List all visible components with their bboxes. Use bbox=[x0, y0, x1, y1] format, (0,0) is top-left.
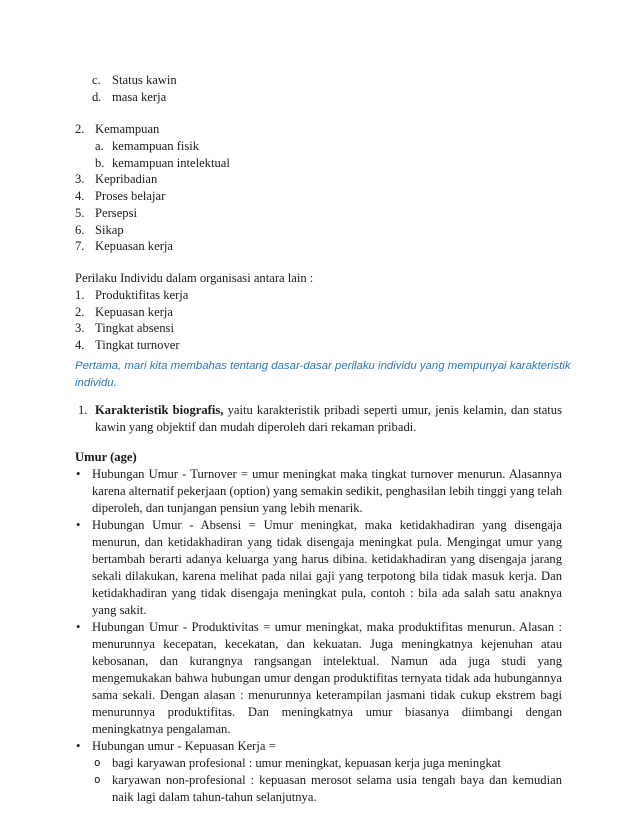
paragraph-line: yang sakit. bbox=[92, 603, 147, 617]
paragraph-line: bertambah berarti adanya keluarga yang harus dibina. ketidakhadiran yang disengaja jarang bbox=[92, 552, 562, 566]
bullet-icon: • bbox=[76, 518, 81, 532]
section-heading: Perilaku Individu dalam organisasi antara lain : bbox=[75, 271, 314, 285]
list-marker: 2. bbox=[75, 305, 85, 319]
list-item: Sikap bbox=[95, 223, 124, 237]
list-marker: d. bbox=[92, 90, 102, 104]
paragraph-line: Hubungan Umur - Produktivitas = umur meningkat, maka produktifitas menurun. Alasan : bbox=[92, 620, 562, 634]
list-marker: 3. bbox=[75, 321, 85, 335]
list-item: masa kerja bbox=[112, 90, 167, 104]
list-marker: a. bbox=[95, 139, 104, 153]
karakteristik-text: yaitu karakteristik pribadi seperti umur, jenis kelamin, dan status bbox=[227, 403, 563, 417]
paragraph-line: karena alternatif pekerjaan (option) yang semakin sedikit, penghasilan lebih tinggi yang telah bbox=[92, 484, 563, 498]
intro-note-line: Pertama, mari kita membahas tentang dasar-dasar perilaku individu yang mempunyai karakteristik bbox=[75, 360, 571, 372]
paragraph-line: Hubungan umur - Kepuasan Kerja = bbox=[92, 739, 276, 753]
paragraph-line: meningkatnya pengalaman. bbox=[92, 722, 231, 736]
list-item: Kepribadian bbox=[95, 172, 158, 186]
list-item: kemampuan fisik bbox=[112, 139, 200, 153]
paragraph-line: mengemukakan bahwa hubungan umur dengan produktifitas ternyata tidak ada hubungannya bbox=[92, 671, 562, 685]
bullet-icon: • bbox=[76, 739, 81, 753]
paragraph-line: sekali dilakukan, karena melihat pada nilai gaji yang terpotong bila tidak masuk kerja. Dan bbox=[92, 569, 562, 583]
list-item: Produktifitas kerja bbox=[95, 288, 189, 302]
list-item: Kepuasan kerja bbox=[95, 305, 173, 319]
list-item: Persepsi bbox=[95, 206, 137, 220]
paragraph-line: bagi karyawan profesional : umur meningkat, kepuasan kerja juga meningkat bbox=[112, 756, 501, 770]
karakteristik-line bbox=[95, 402, 562, 418]
list-item: Proses belajar bbox=[95, 189, 166, 203]
sub-bullet-icon: o bbox=[94, 756, 101, 769]
list-marker: 6. bbox=[75, 223, 85, 237]
list-marker: 3. bbox=[75, 172, 85, 186]
list-marker: 1. bbox=[75, 288, 85, 302]
list-item: Tingkat absensi bbox=[95, 321, 174, 335]
list-item: kemampuan intelektual bbox=[112, 156, 230, 170]
karakteristik-line: kawin yang objektif dan mudah diperoleh dari rekaman pribadi. bbox=[95, 420, 417, 434]
bullet-icon: • bbox=[76, 467, 81, 481]
list-item: Kepuasan kerja bbox=[95, 239, 173, 253]
sub-bullet-icon: o bbox=[94, 773, 101, 786]
list-item: Status kawin bbox=[112, 73, 177, 87]
paragraph-line: naik lagi dalam tahun-tahun selanjutnya. bbox=[112, 790, 317, 804]
paragraph-line: menurun, dan ketidakhadiran yang tidak disengaja meningkat pula. Mengingat umur yang bbox=[92, 535, 562, 549]
list-marker: c. bbox=[92, 73, 101, 87]
list-marker: 1. bbox=[78, 403, 88, 417]
paragraph-line: Hubungan Umur - Absensi = Umur meningkat, maka ketidakhadiran yang disengaja bbox=[92, 518, 562, 532]
list-marker: 2. bbox=[75, 122, 85, 136]
paragraph-line: Hubungan Umur - Turnover = umur meningkat maka tingkat turnover menurun. Alasannya bbox=[92, 467, 562, 481]
list-marker: b. bbox=[95, 156, 105, 170]
section-heading: Umur (age) bbox=[75, 450, 137, 464]
paragraph-line: menurunnya produktifitas. Dan meningkatnya umur biasanya diimbangi dengan bbox=[92, 705, 562, 719]
paragraph-line: diperoleh, dan tunjangan pensiun yang lebih menarik. bbox=[92, 501, 363, 515]
list-marker: 4. bbox=[75, 338, 85, 352]
paragraph-line: ketidakhadiran yang tidak disengaja meningkat pula, contoh : bila ada salah satu anaknya bbox=[92, 586, 562, 600]
paragraph-line: karyawan non-profesional : kepuasan merosot selama usia tengah baya dan kemudian bbox=[112, 773, 562, 787]
list-marker: 5. bbox=[75, 206, 85, 220]
list-item: Tingkat turnover bbox=[95, 338, 180, 352]
paragraph-line: kebosanan, dan kurangnya rangsangan intelektual. Namun ada juga studi yang bbox=[92, 654, 562, 668]
paragraph-line: menurunnya kecepatan, kecekatan, dan kekuatan. Juga meningkatnya kejenuhan atau bbox=[92, 637, 562, 651]
list-item: Kemampuan bbox=[95, 122, 160, 136]
bullet-icon: • bbox=[76, 620, 81, 634]
intro-note-line: individu. bbox=[75, 377, 117, 389]
list-marker: 7. bbox=[75, 239, 85, 253]
karakteristik-title: Karakteristik biografis, bbox=[95, 403, 224, 417]
paragraph-line: sama sekali. Dengan alasan : menurunnya keterampilan jasmani tidak cukup ekstrem bagi bbox=[92, 688, 562, 702]
list-marker: 4. bbox=[75, 189, 85, 203]
